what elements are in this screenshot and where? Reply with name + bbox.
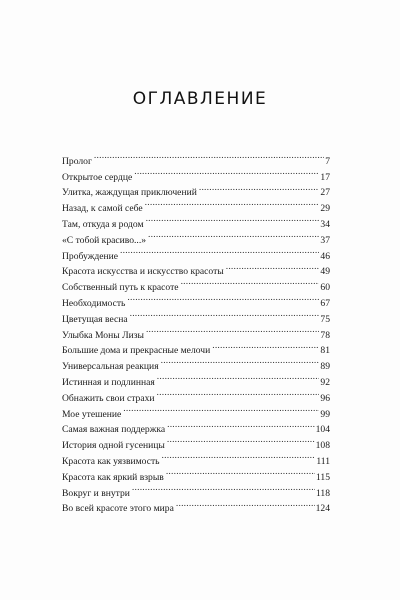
toc-dot-leader — [127, 290, 319, 306]
toc-entry-title: Красота как яркий взрыв — [62, 471, 164, 483]
toc-dot-leader — [166, 464, 315, 480]
toc-entry-page-number: 37 — [320, 234, 330, 246]
toc-entry-page-number: 89 — [320, 361, 330, 373]
toc-dot-leader — [226, 259, 320, 275]
toc-entry-page-number: 115 — [315, 471, 330, 483]
toc-entry-title: Самая важная поддержка — [62, 424, 166, 436]
toc-entry-page-number: 49 — [320, 266, 330, 278]
toc-entry-page-number: 67 — [320, 297, 330, 309]
toc-dot-leader — [146, 211, 320, 227]
toc-entry-page-number: 124 — [315, 503, 330, 515]
toc-dot-leader — [157, 369, 320, 385]
toc-entry-page-number: 96 — [320, 392, 330, 404]
toc-entry-title: Назад, к самой себе — [62, 203, 143, 215]
toc-entry-title: Пробуждение — [62, 250, 119, 262]
toc-entry-page-number: 27 — [320, 187, 330, 199]
toc-entry-page-number: 75 — [320, 313, 330, 325]
toc-entry-title: Там, откуда я родом — [62, 218, 144, 230]
toc-entry — [62, 148, 330, 167]
toc-entry-page-number: 7 — [325, 155, 330, 167]
toc-entry-title: Улитка, жаждущая приключений — [62, 187, 197, 199]
toc-dot-leader — [130, 306, 320, 322]
toc-dot-leader — [181, 274, 320, 290]
toc-entry-title: История одной гусеницы — [62, 440, 165, 452]
toc-dot-leader — [132, 480, 315, 496]
toc-entry-page-number: 104 — [315, 424, 330, 436]
toc-entry-page-number: 108 — [315, 440, 330, 452]
toc-dot-leader — [157, 385, 320, 401]
table-of-contents — [62, 148, 330, 515]
toc-entry — [62, 164, 330, 183]
toc-dot-leader — [146, 322, 319, 338]
toc-entry-page-number: 78 — [320, 329, 330, 341]
toc-entry-title: Улыбка Моны Лизы — [62, 329, 144, 341]
page-title: ОГЛАВЛЕНИЕ — [132, 89, 268, 110]
toc-entry-page-number: 29 — [320, 203, 330, 215]
toc-dot-leader — [123, 401, 319, 417]
toc-entry-title: Собственный путь к красоте — [62, 282, 179, 294]
toc-entry-title: Необходимость — [62, 297, 126, 309]
toc-entry-title: Во всей красоте этого мира — [62, 503, 174, 515]
toc-entry-title: Цветущая весна — [62, 313, 128, 325]
toc-dot-leader — [162, 448, 316, 464]
toc-entry-title: Красота искусства и искусство красоты — [62, 266, 224, 278]
toc-entry-title: Красота как уязвимость — [62, 455, 160, 467]
toc-entry-page-number: 99 — [320, 408, 330, 420]
toc-entry-page-number: 46 — [320, 250, 330, 262]
toc-entry-page-number: 111 — [316, 455, 330, 467]
toc-dot-leader — [94, 148, 324, 164]
toc-entry-title: «С тобой красиво...» — [62, 234, 147, 246]
toc-entry-page-number: 34 — [320, 218, 330, 230]
toc-entry-title: Мое утешение — [62, 408, 122, 420]
toc-dot-leader — [161, 353, 320, 369]
toc-entry-title: Истинная и подлинная — [62, 376, 155, 388]
toc-dot-leader — [145, 195, 320, 211]
toc-entry-page-number: 92 — [320, 376, 330, 388]
toc-entry-page-number: 60 — [320, 282, 330, 294]
toc-entry-title: Обнажить свои страхи — [62, 392, 155, 404]
toc-entry-title: Пролог — [62, 155, 92, 167]
toc-entry-page-number: 17 — [320, 171, 330, 183]
toc-entry-page-number: 81 — [320, 345, 330, 357]
toc-dot-leader — [176, 496, 315, 512]
toc-dot-leader — [148, 227, 319, 243]
toc-entry-title: Универсальная реакция — [62, 361, 159, 373]
toc-dot-leader — [134, 164, 319, 180]
toc-dot-leader — [167, 417, 315, 433]
toc-entry-title: Вокруг и внутри — [62, 487, 130, 499]
toc-entry-page-number: 118 — [315, 487, 330, 499]
toc-dot-leader — [212, 338, 319, 354]
toc-dot-leader — [167, 432, 315, 448]
toc-entry-title: Большие дома и прекрасные мелочи — [62, 345, 211, 357]
toc-entry-title: Открытое сердце — [62, 171, 133, 183]
toc-dot-leader — [199, 180, 320, 196]
toc-dot-leader — [120, 243, 319, 259]
